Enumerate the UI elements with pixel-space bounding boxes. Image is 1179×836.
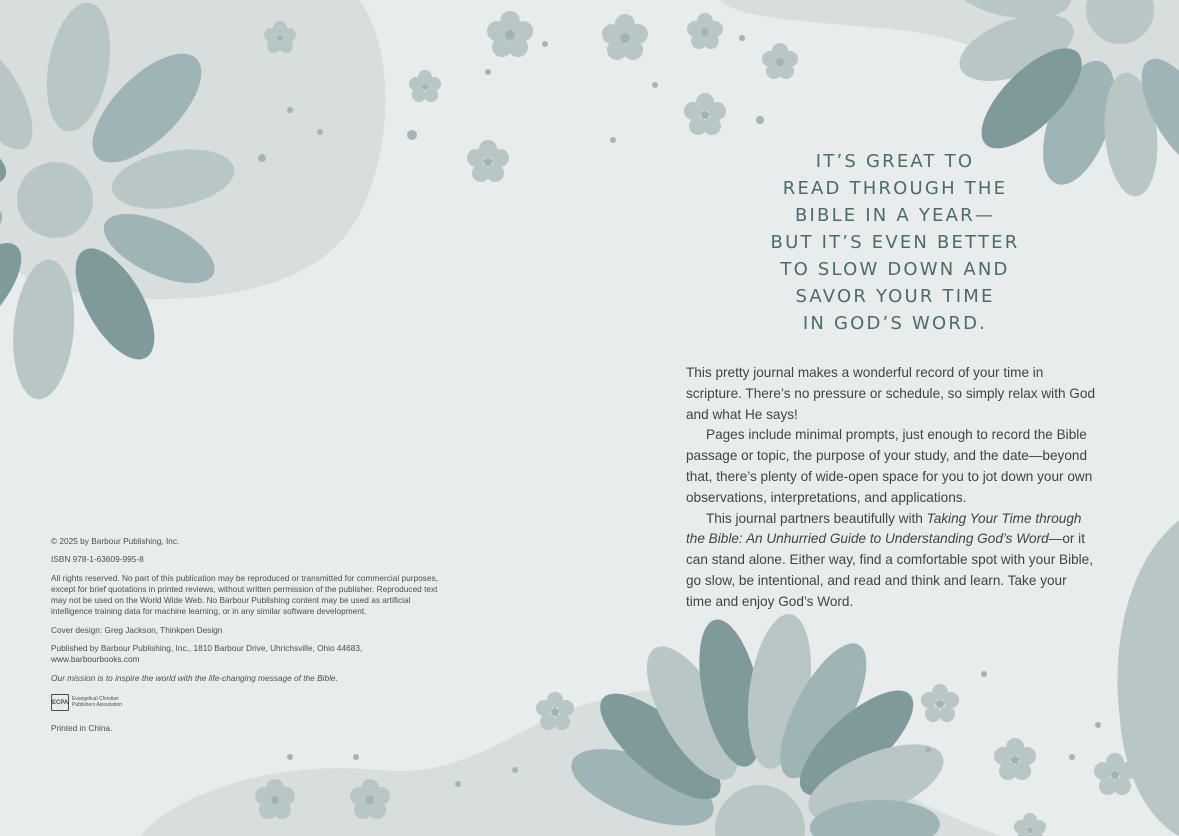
cover-design-credit: Cover design: Greg Jackson, Thinkpen Design xyxy=(51,624,223,635)
small-flower-icon xyxy=(762,43,798,79)
quote-line: IT’S GREAT TO xyxy=(815,151,975,172)
publisher-info: Published by Barbour Publishing, Inc., 1810 Barbour Drive, Uhrichsville, Ohio 44683, www.barbourbooks.com xyxy=(51,643,363,665)
quote-line: TO SLOW DOWN AND xyxy=(780,259,1010,280)
copyright-line: © 2025 by Barbour Publishing, Inc. xyxy=(51,536,180,546)
small-flower-icon xyxy=(687,13,723,49)
small-flower-icon xyxy=(409,70,441,102)
small-flower-icon xyxy=(684,93,726,135)
description-paragraph-2: Pages include minimal prompts, just enough to record the Bible passage or topic, the purpose of your study, and the date—beyond that, there’s plenty of wide-open space for you to jot down your own observations, interpretations, and applications. xyxy=(686,427,1093,505)
small-flower-icon xyxy=(1014,813,1046,836)
ecpa-logo-icon: ECPA xyxy=(51,694,69,711)
quote-line: IN GOD’S WORD. xyxy=(802,313,988,334)
quote-line: BIBLE IN A YEAR— xyxy=(794,205,996,226)
quote-line: SAVOR YOUR TIME xyxy=(795,286,995,307)
description-paragraph-3 xyxy=(686,509,1096,613)
description-paragraph-1: This pretty journal makes a wonderful record of your time in scripture. There’s no pressure or schedule, so simply relax with God and what He says! xyxy=(686,365,1096,422)
small-flower-icon xyxy=(487,11,533,57)
book-description xyxy=(686,363,1096,613)
quote-line: READ THROUGH THE xyxy=(782,178,1008,199)
description-text: This journal partners beautifully with xyxy=(706,510,927,526)
printed-in: Printed in China. xyxy=(51,722,113,733)
isbn: ISBN 978-1-63609-995-8 xyxy=(51,554,144,565)
pull-quote xyxy=(730,148,1060,337)
small-flower-icon xyxy=(994,738,1036,780)
ecpa-label: Evangelical Christian Publishers Association xyxy=(72,696,123,709)
rights-statement: All rights reserved. No part of this publication may be reproduced or transmitted for commercial purposes, except for brief quotations in printed reviews, without written permission of the publisher. Reproduced text may not be used on the World Wide Web. No Barbour Publishing content may be used as artificial intelligence training data for machine learning, or in any similar software development. xyxy=(51,572,438,617)
small-flower-icon xyxy=(536,692,574,730)
mission-statement: Our mission is to inspire the world with the life-changing message of the Bible. xyxy=(51,672,338,683)
small-flower-icon xyxy=(467,140,509,182)
companion-book-title: Taking Your Time through the Bible: An Unhurried Guide to Understanding God’s Word xyxy=(686,510,1082,547)
copyright-block xyxy=(51,536,441,741)
small-flower-icon xyxy=(921,684,959,722)
description-text: —or it can stand alone. Either way, find a comfortable spot with your Bible, go slow, be intentional, and read and think and learn. Take your time and enjoy God’s Word. xyxy=(686,531,1094,609)
small-flower-icon xyxy=(602,14,648,60)
large-flower-bottom-icon xyxy=(562,610,954,836)
quote-line: BUT IT’S EVEN BETTER xyxy=(770,232,1020,253)
ecpa-badge xyxy=(51,694,441,711)
